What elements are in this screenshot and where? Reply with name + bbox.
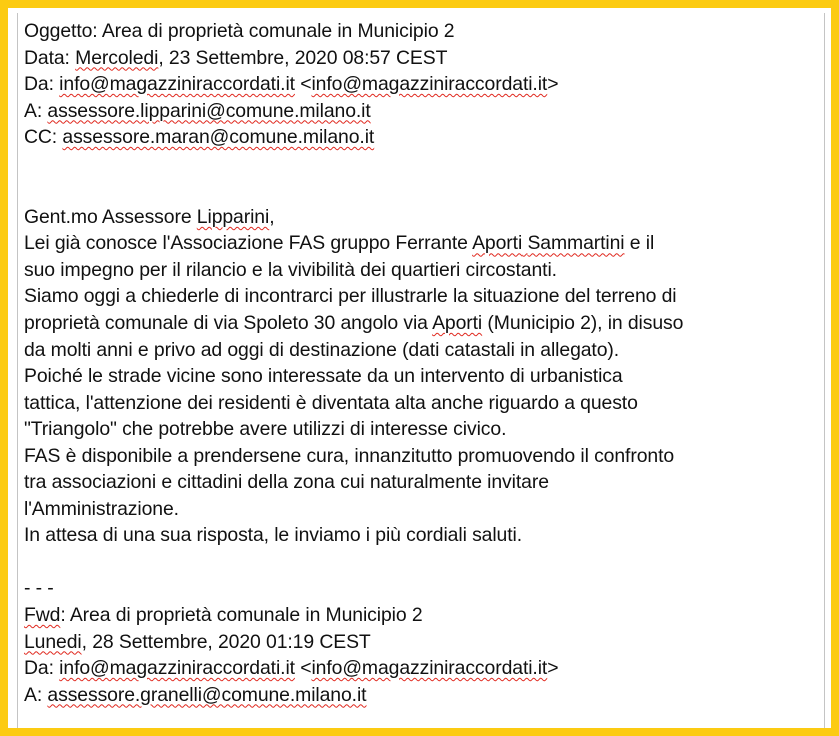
from-address-bracketed: info@magazziniraccordati.it — [311, 73, 548, 96]
forward-from-address-bracketed: info@magazziniraccordati.it — [311, 657, 548, 680]
forward-date-value: , 28 Settembre, 2020 01:19 CEST — [81, 630, 371, 653]
subject-value: Area di proprietà comunale in Municipio 2 — [101, 20, 455, 42]
greeting-text: Gent.mo Assessore — [24, 205, 197, 228]
date-value: , 23 Settembre, 2020 08:57 CEST — [158, 46, 448, 69]
forward-prefix: Fwd — [24, 604, 61, 627]
forward-separator: - - - — [24, 577, 54, 600]
forward-subject-line — [24, 602, 824, 629]
blank-line — [24, 151, 824, 178]
to-label: A: — [24, 99, 43, 122]
body-line-9: FAS è disponibile a prendersene cura, innanzitutto promuovendo il confronto — [24, 444, 675, 467]
body-text: proprietà comunale di via Spoleto 30 angolo via — [24, 312, 433, 335]
email-document — [24, 18, 824, 708]
body-line-11: l'Amministrazione. — [24, 497, 179, 520]
body-line-10: tra associazioni e cittadini della zona cui naturalmente invitare — [24, 471, 549, 494]
body-line-1 — [24, 230, 824, 257]
closing-line: In attesa di una sua risposta, le inviamo i più cordiali saluti. — [24, 524, 523, 547]
subject-label: Oggetto: — [24, 20, 98, 42]
body-line-2: suo impegno per il rilancio e la vivibilità dei quartieri circostanti. — [24, 258, 557, 281]
to-line — [24, 98, 824, 125]
body-text: Lei già conosce l'Associazione FAS gruppo Ferrante — [24, 232, 473, 255]
date-weekday: Mercoledi — [75, 46, 159, 69]
from-label: Da: — [24, 73, 54, 96]
date-label: Data: — [24, 46, 70, 69]
forward-from-address: info@magazziniraccordati.it — [59, 657, 295, 680]
from-bracket-close: > — [547, 73, 559, 96]
forward-to-line — [24, 682, 824, 709]
cc-address: assessore.maran@comune.milano.it — [62, 126, 375, 149]
body-word-sammartini: Sammartini — [527, 232, 625, 255]
body-line-7: tattica, l'attenzione dei residenti è diventata alta anche riguardo a questo — [24, 391, 638, 414]
greeting-name: Lipparini — [196, 205, 270, 228]
greeting-comma: , — [269, 205, 275, 228]
forward-date-weekday: Lunedi — [24, 630, 82, 653]
forward-subject: : Area di proprietà comunale in Municipio 2 — [60, 604, 423, 627]
cc-label: CC: — [24, 126, 58, 149]
blank-line — [24, 549, 824, 576]
forward-to-address: assessore.granelli@comune.milano.it — [47, 683, 367, 706]
body-word-aporti: Aporti — [472, 232, 523, 255]
forward-to-label: A: — [24, 683, 43, 706]
body-text: e il — [624, 232, 655, 255]
body-line-5: da molti anni e privo ad oggi di destinazione (dati catastali in allegato). — [24, 338, 620, 361]
subject-line — [24, 18, 824, 45]
to-address: assessore.lipparini@comune.milano.it — [47, 99, 371, 122]
body-line-6: Poiché le strade vicine sono interessate da un intervento di urbanistica — [24, 365, 623, 388]
blank-line — [24, 177, 824, 204]
from-bracket-open: < — [294, 73, 312, 96]
forward-from-label: Da: — [24, 657, 54, 680]
from-address: info@magazziniraccordati.it — [59, 73, 295, 96]
cc-line — [24, 124, 824, 151]
greeting-line — [24, 204, 824, 231]
date-line — [24, 45, 824, 72]
body-word-aporti: Aporti — [432, 312, 483, 335]
forward-from-bracket-close: > — [547, 657, 559, 680]
body-line-8: "Triangolo" che potrebbe avere utilizzi di interesse civico. — [24, 418, 507, 441]
from-line — [24, 71, 824, 98]
forward-date-line — [24, 629, 824, 656]
forward-from-line — [24, 655, 824, 682]
body-line-4 — [24, 310, 824, 337]
body-text: (Municipio 2), in disuso — [482, 312, 684, 335]
body-line-3: Siamo oggi a chiederle di incontrarci per illustrarle la situazione del terreno di — [24, 285, 677, 308]
forward-from-bracket-open: < — [294, 657, 312, 680]
